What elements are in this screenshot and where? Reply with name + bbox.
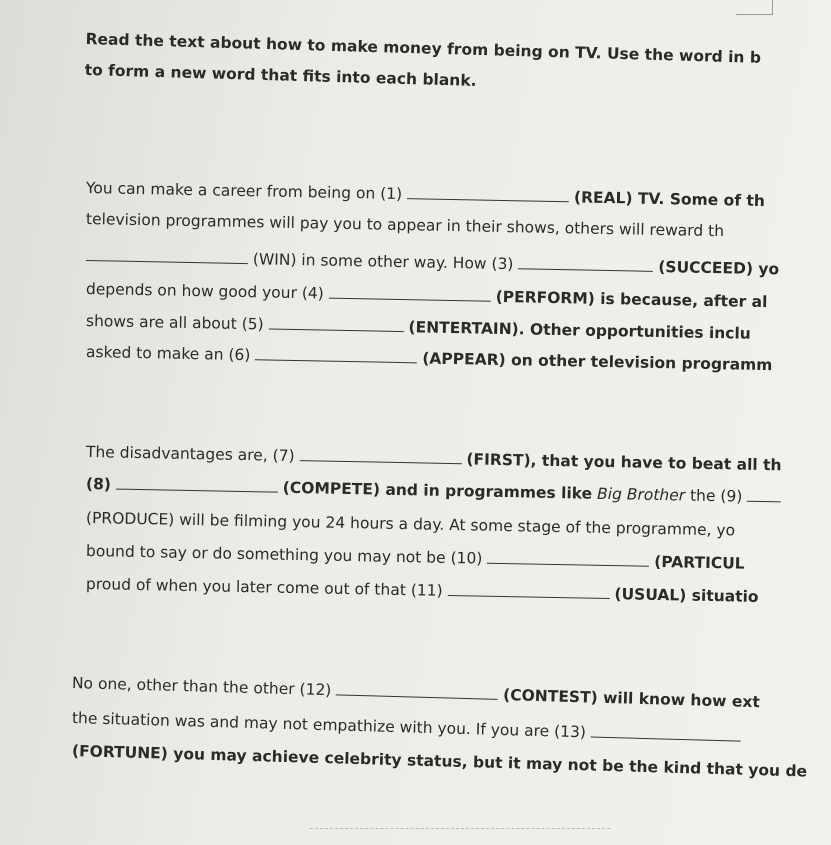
p1-line-6-text-b: (APPEAR) on other television programm <box>422 349 773 375</box>
p1-line-5 <box>86 311 751 343</box>
p2-line-2-text-d: the (9) <box>689 486 743 506</box>
p2-line-1 <box>86 442 782 474</box>
p3-line-2-text: the situation was and may not empathize with you. If you are (13) <box>71 709 587 742</box>
blank-4[interactable] <box>329 284 491 302</box>
page-corner-mark <box>736 0 773 15</box>
p1-line-2 <box>86 210 724 240</box>
p1-line-3-text-b: (SUCCEED) yo <box>658 257 780 279</box>
p3-line-1-text-a: No one, other than the other (12) <box>71 674 332 700</box>
p1-line-4-text-b: (PERFORM) is because, after al <box>495 287 768 312</box>
instructions <box>84 24 761 105</box>
p2-line-2-text-a: (8) <box>85 475 112 494</box>
p1-line-1 <box>86 178 765 210</box>
p3-line-3 <box>72 742 808 781</box>
p1-line-1-text-b: (REAL) TV. Some of th <box>573 188 766 211</box>
p1-line-5-text-a: shows are all about (5) <box>85 312 264 334</box>
p2-line-3 <box>86 509 735 539</box>
p2-line-5 <box>86 574 759 606</box>
p2-line-2-text-b: (COMPETE) and in programmes like <box>282 478 593 503</box>
p2-line-5-text-a: proud of when you later come out of that (11) <box>85 575 443 600</box>
blank-7[interactable] <box>299 446 461 464</box>
p1-line-6-text-a: asked to make an (6) <box>85 343 251 365</box>
blank-3[interactable] <box>518 254 653 272</box>
blank-10[interactable] <box>487 549 649 567</box>
p3-line-1 <box>72 673 760 711</box>
p3-line-2 <box>72 708 741 746</box>
blank-5[interactable] <box>269 315 404 333</box>
p2-line-4-text-a: bound to say or do something you may not be (10) <box>85 542 483 568</box>
blank-2[interactable] <box>86 246 248 264</box>
p2-line-2 <box>86 474 782 506</box>
p1-line-2-text: television programmes will pay you to appear in their shows, others will reward th <box>85 210 725 241</box>
p1-line-6 <box>86 342 773 374</box>
p1-line-3 <box>86 246 780 278</box>
blank-12[interactable] <box>336 680 498 700</box>
p1-line-3-text-a: (WIN) in some other way. How (3) <box>252 250 514 274</box>
p1-line-5-text-b: (ENTERTAIN). Other opportunities inclu <box>408 318 751 343</box>
blank-13[interactable] <box>591 722 741 741</box>
p2-line-1-text-b: (FIRST), that you have to beat all th <box>466 450 782 475</box>
blank-6[interactable] <box>255 345 417 363</box>
p2-line-4-text-b: (PARTICUL <box>654 552 745 573</box>
p2-line-2-text-c: Big Brother <box>596 484 686 505</box>
blank-1[interactable] <box>407 184 569 202</box>
p1-line-4 <box>86 279 768 311</box>
blank-11[interactable] <box>447 581 609 599</box>
blank-9[interactable] <box>747 487 781 503</box>
p2-line-3-text: (PRODUCE) will be filming you 24 hours a day. At some stage of the programme, yo <box>85 509 736 540</box>
p3-line-3-text: (FORTUNE) you may achieve celebrity status, but it may not be the kind that you de <box>71 742 808 781</box>
instructions-line-2: to form a new word that fits into each blank. <box>84 60 477 90</box>
p2-line-4 <box>86 541 745 573</box>
instructions-line-1: Read the text about how to make money from being on TV. Use the word in b <box>85 29 762 67</box>
p1-line-1-text-a: You can make a career from being on (1) <box>85 179 403 204</box>
p2-line-5-text-b: (USUAL) situatio <box>614 585 759 606</box>
blank-8[interactable] <box>116 475 278 493</box>
p2-line-1-text-a: The disadvantages are, (7) <box>85 443 295 466</box>
p1-line-4-text-a: depends on how good your (4) <box>85 280 324 303</box>
p3-line-1-text-b: (CONTEST) will know how ext <box>502 686 761 712</box>
faint-rule <box>310 828 610 829</box>
